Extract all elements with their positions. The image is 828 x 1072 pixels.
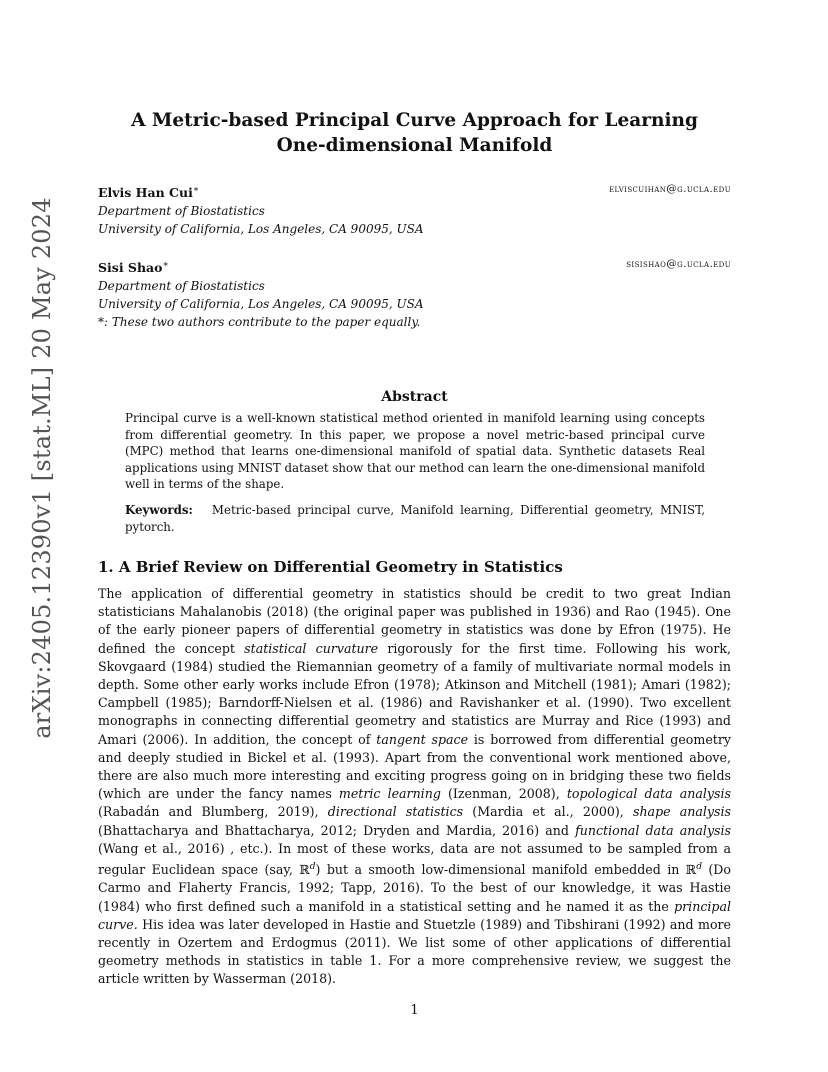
author-name: Elvis Han Cui∗: [98, 185, 199, 201]
superscript-d: d: [309, 862, 316, 873]
keywords-label: Keywords:: [125, 503, 193, 517]
term-statistical-curvature: statistical curvature: [244, 640, 379, 656]
author-name: Sisi Shao∗: [98, 260, 169, 276]
author-affiliation-dept: Department of Biostatistics: [98, 204, 265, 219]
title-line-2: One-dimensional Manifold: [276, 135, 553, 156]
author-block-1: [98, 181, 731, 238]
equal-contribution-note: *: These two authors contribute to the paper equally.: [98, 315, 421, 330]
term-principal-curve: principal curve.: [98, 898, 731, 932]
author-email[interactable]: elviscuihan@g.ucla.edu: [609, 183, 731, 195]
keywords-list: Metric-based principal curve, Manifold learning, Differential geometry, MNIST, pytorch.: [125, 503, 705, 534]
section-body: The application of differential geometry in statistics should be credit to two great Indian statisticians Mahalanobis (2018) (the original paper was published in 1936) and Rao (1945). One of the early pioneer papers of differential geometry in statistics was done by Efron (1975). He defined the concept statistical curvature rigorously for the first time. Following his work, Skovgaard (1984) studied the Riemannian geometry of a family of multivariate normal models in depth. Some other early works include Efron (1978); Atkinson and Mitchell (1981); Amari (1982); Campbell (1985); Barndorff-Nielsen et al. (1986) and Ravishanker et al. (1990). Two excellent monographs in connecting differential geometry and statistics are Murray and Rice (1993) and Amari (2006). In addition, the concept of tangent space is borrowed from differential geometry and deeply studied in Bickel et al. (1993). Apart from the conventional work mentioned above, there are also much more interesting and exciting progress going on in bridging these two fields (which are under the fancy names metric learning (Izenman, 2008), topological data analysis (Rabadán and Blumberg, 2019), directional statistics (Mardia et al., 2000), shape analysis (Bhattacharya and Bhattacharya, 2012; Dryden and Mardia, 2016) and functional data analysis (Wang et al., 2016) , etc.). In most of these works, data are not assumed to be sampled from a regular Euclidean space (say, ℝ$^d$) but a smooth low-dimensional manifold embedded in ℝ$^d$ (Do Carmo and Flaherty Francis, 1992; Tapp, 2016). To the best of our knowledge, it was Hastie (1984) who first defined such a manifold in a statistical setting and he named it as the principal curve. His idea was later developed in Hastie and Stuetzle (1989) and Tibshirani (1992) and more recently in Ozertem and Erdogmus (2011). We list some of other applications of differential geometry methods in statistics in table 1. For a more comprehensive review, we suggest the article written by Wasserman (2018).: [98, 586, 732, 987]
term-tangent-space: tangent space: [376, 731, 469, 747]
abstract-heading: Abstract: [381, 389, 448, 405]
abstract-text: Principal curve is a well-known statistical method oriented in manifold learning using concepts from differential geometry. In this paper, we propose a novel metric-based principal curve (MPC) method that learns one-dimensional manifold of spatial data. Synthetic datasets Real applications using MNIST dataset show that our method can learn the one-dimensional manifold well in terms of the shape.: [125, 411, 705, 491]
term-metric-learning: metric learning: [338, 786, 441, 802]
author-affiliation-univ: University of California, Los Angeles, CA 90095, USA: [98, 222, 424, 237]
author-email[interactable]: sisishao@g.ucla.edu: [626, 258, 731, 270]
term-topological-data-analysis: topological data analysis: [566, 786, 731, 802]
superscript-d: d: [696, 862, 702, 873]
author-block-2: [98, 256, 731, 331]
arxiv-identifier: arXiv:2405.12390v1 [stat.ML] 20 May 2024: [28, 197, 56, 739]
title-line-1: A Metric-based Principal Curve Approach for Learning: [131, 110, 698, 131]
term-directional-statistics: directional statistics: [327, 804, 464, 820]
page-number: 1: [410, 1003, 419, 1018]
author-affiliation-univ: University of California, Los Angeles, CA 90095, USA: [98, 297, 424, 312]
author-affiliation-dept: Department of Biostatistics: [98, 279, 265, 294]
keywords: [125, 502, 705, 535]
term-shape-analysis: shape analysis: [632, 804, 731, 820]
term-functional-data-analysis: functional data analysis: [575, 822, 732, 838]
arxiv-sidebar: [22, 197, 62, 739]
section-heading: 1. A Brief Review on Differential Geometry in Statistics: [98, 558, 563, 576]
paper-title: [98, 108, 731, 158]
